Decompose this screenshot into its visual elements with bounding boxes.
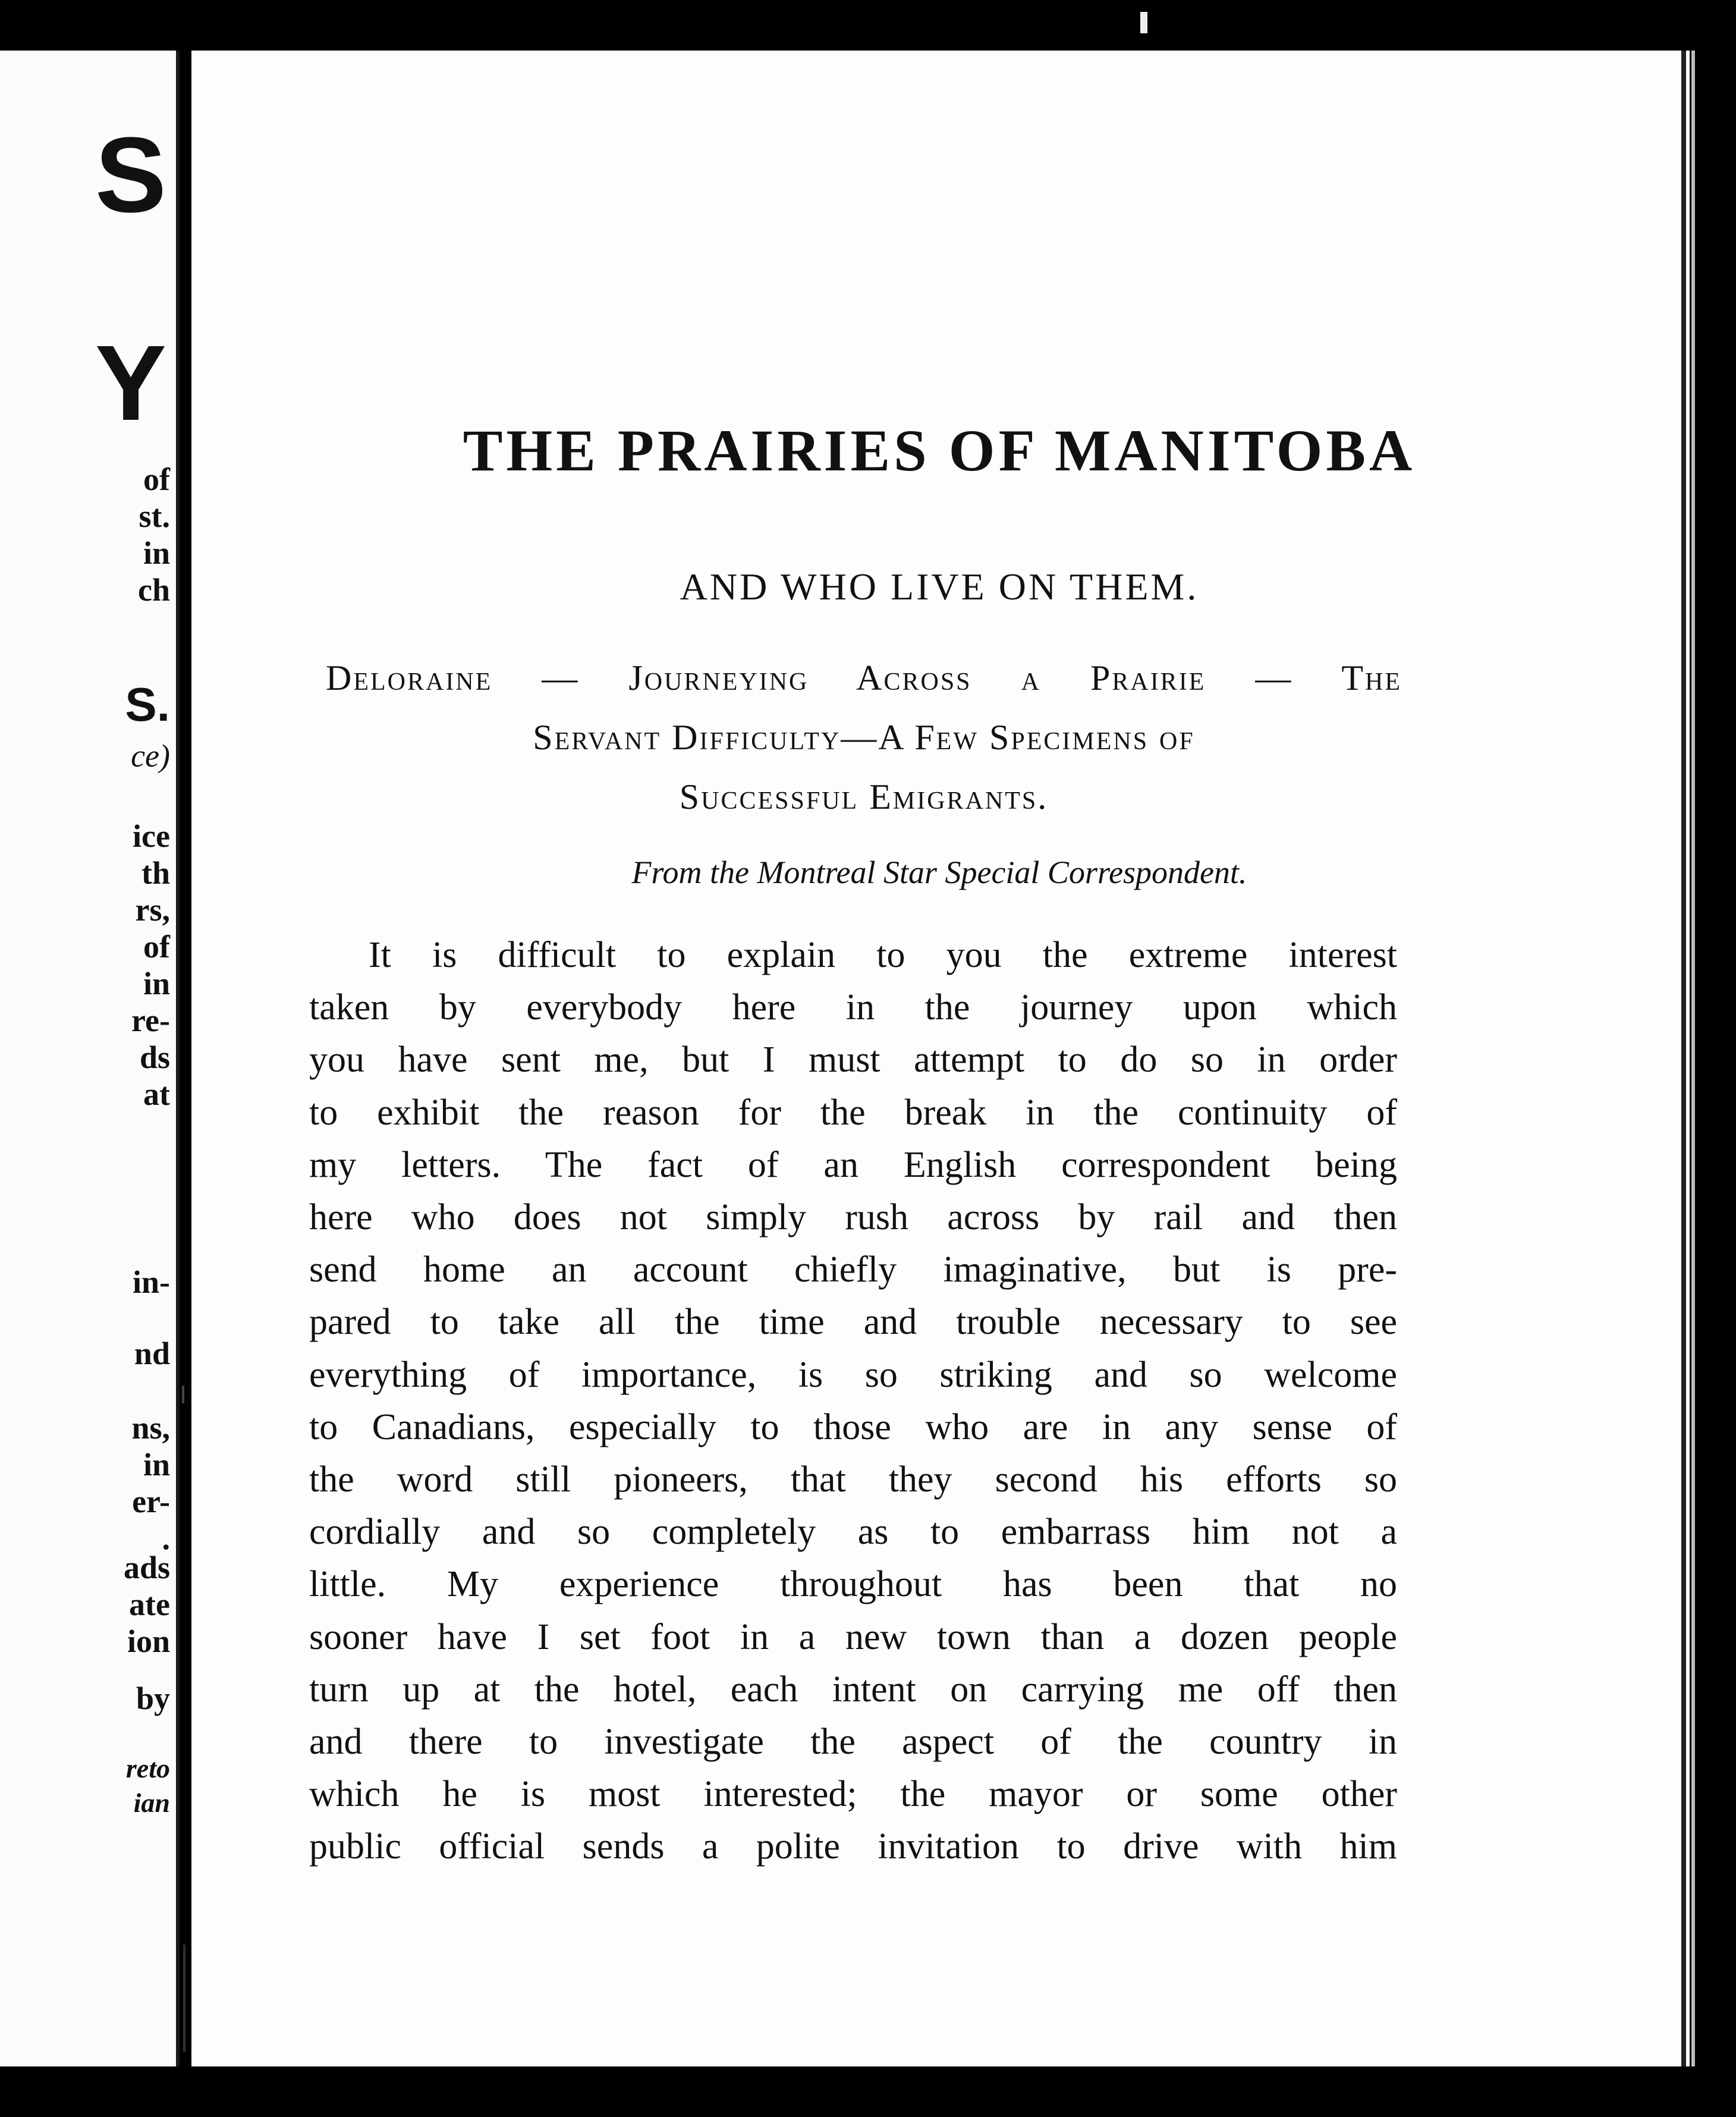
article-byline: From the Montreal Star Special Correspondent.: [631, 855, 1247, 890]
body-line: turn up at the hotel, each intent on carrying me off then: [309, 1669, 1397, 1710]
left-fragment-line: in: [143, 1447, 170, 1482]
left-fragment-line: ice: [133, 818, 170, 854]
article-title: THE PRAIRIES OF MANITOBA: [463, 417, 1416, 483]
page-edge: [1681, 51, 1686, 2066]
body-line: cordially and so completely as to embarrass him not a: [309, 1512, 1397, 1553]
left-fragment-line: .: [162, 1521, 170, 1556]
body-line: everything of importance, is so striking and so welcome: [309, 1354, 1397, 1395]
left-fragment-line: in-: [132, 1264, 170, 1300]
left-fragment-block-6: [136, 1680, 170, 1717]
page-edge-inner: [1691, 51, 1695, 2066]
summary-line: Deloraine — Journeying Across a Prairie — The: [326, 658, 1402, 698]
left-fragment-line: at: [143, 1076, 170, 1112]
body-line: to exhibit the reason for the break in the continuity of: [309, 1092, 1397, 1133]
body-line: and there to investigate the aspect of the country in: [309, 1722, 1397, 1763]
left-fragment-block-3a: [133, 1264, 170, 1301]
left-fragment-line: ads: [123, 1550, 170, 1585]
gutter-line: [176, 51, 180, 2066]
left-fragment-block-3b: [134, 1335, 170, 1372]
summary-line: Servant Difficulty—A Few Specimens of: [533, 718, 1195, 757]
left-fragment-line: of: [143, 929, 170, 965]
left-fragment-block-4: [131, 1409, 170, 1557]
left-fragment-block-1: [138, 461, 170, 608]
left-fragment-block-7: [126, 1751, 170, 1820]
left-fragment-line: in: [143, 535, 170, 571]
body-line: my letters. The fact of an English correspondent being: [309, 1144, 1397, 1185]
left-fragment-line: ian: [133, 1788, 170, 1818]
left-fragment-large-2: Y: [95, 323, 166, 443]
body-line: pared to take all the time and trouble necessary to see: [309, 1302, 1397, 1343]
body-line: It is difficult to explain to you the extreme interest: [369, 935, 1397, 975]
body-line: here who does not simply rush across by rail and then: [309, 1197, 1397, 1238]
left-fragment-line: st.: [139, 498, 170, 534]
body-line: the word still pioneers, that they second his efforts so: [309, 1459, 1397, 1500]
left-fragment-line: th: [141, 855, 170, 891]
article-body: [309, 929, 1397, 1873]
body-line: you have sent me, but I must attempt to do so in order: [309, 1039, 1397, 1081]
left-fragment-line: ate: [129, 1587, 170, 1622]
left-fragment-medium: S.: [125, 678, 170, 731]
left-fragment-line: reto: [125, 1753, 170, 1783]
left-fragment-line: ch: [138, 572, 170, 608]
left-fragment-line: nd: [134, 1336, 170, 1371]
left-fragment-line: rs,: [135, 892, 170, 928]
article-subtitle: AND WHO LIVE ON THEM.: [680, 566, 1199, 608]
left-page-fragment: [0, 51, 180, 2066]
left-fragment-block-2: [131, 818, 170, 1113]
left-fragment-line: er-: [132, 1484, 170, 1519]
body-line: to Canadians, especially to those who are in any sense of: [309, 1406, 1397, 1447]
scan-speck: [182, 1386, 184, 1403]
left-fragment-large-1: S: [95, 115, 166, 235]
body-line: little. My experience throughout has been that no: [309, 1564, 1397, 1605]
left-fragment-line: re-: [131, 1003, 170, 1038]
left-fragment-line: ds: [139, 1039, 170, 1075]
body-line: public official sends a polite invitation to drive with him: [309, 1826, 1397, 1867]
body-line: which he is most interested; the mayor or some other: [309, 1774, 1397, 1815]
scan-speck: [1140, 12, 1147, 33]
left-fragment-line: by: [136, 1681, 170, 1716]
left-fragment-line: in: [143, 966, 170, 1001]
body-line: taken by everybody here in the journey upon which: [309, 987, 1397, 1028]
left-fragment-line: ion: [127, 1623, 170, 1659]
left-fragment-block-5: [124, 1549, 170, 1660]
article-summary: [326, 648, 1402, 827]
left-fragment-line: ns,: [131, 1410, 170, 1446]
left-fragment-line: of: [143, 461, 170, 497]
scan-speck: [183, 1945, 185, 2052]
body-line: sooner have I set foot in a new town than a dozen people: [309, 1616, 1397, 1657]
body-line: send home an account chiefly imaginative, but is pre-: [309, 1249, 1397, 1290]
summary-line: Successful Emigrants.: [679, 777, 1049, 816]
left-fragment-italic: ce): [131, 738, 170, 774]
